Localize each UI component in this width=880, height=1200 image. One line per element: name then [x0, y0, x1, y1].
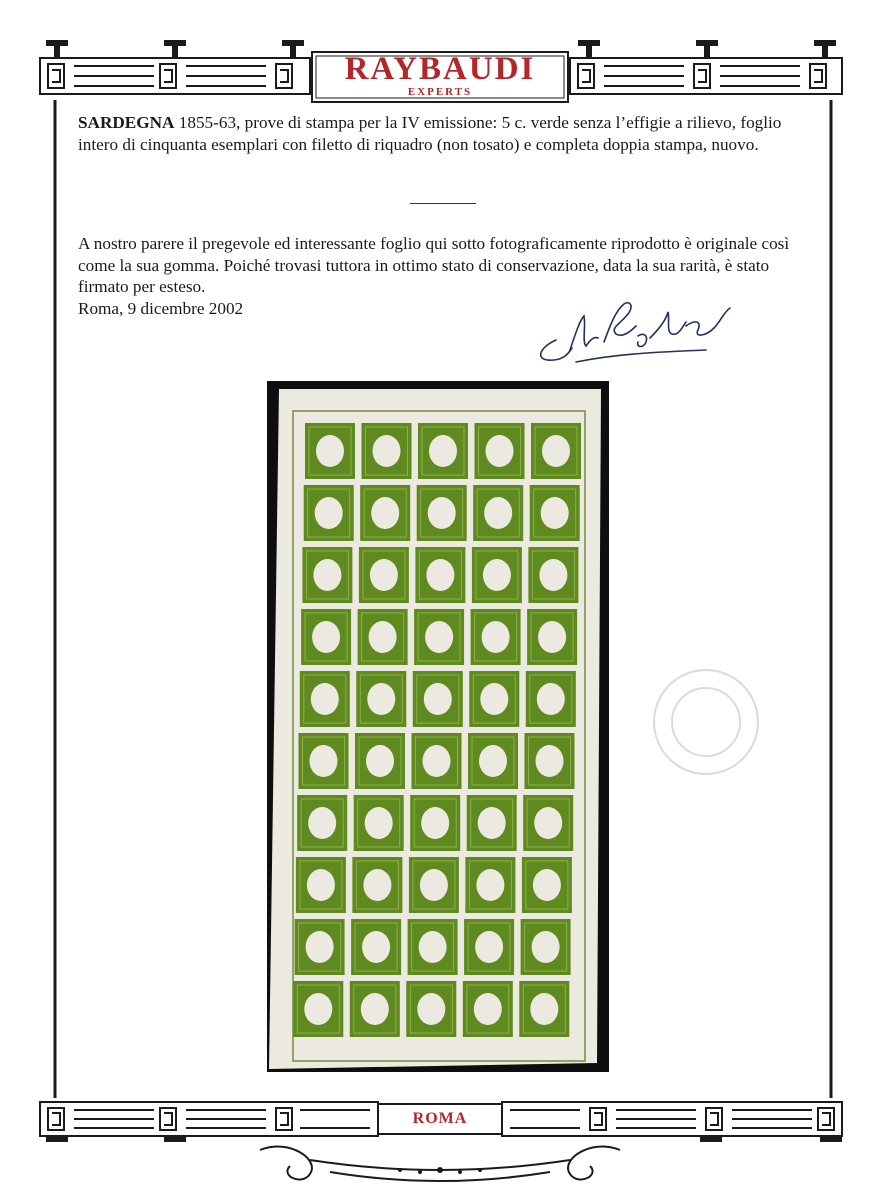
brand-subtitle: EXPERTS — [407, 86, 473, 98]
stamp — [293, 981, 343, 1037]
stamp — [408, 919, 458, 975]
stamp — [301, 609, 351, 665]
stamp — [300, 671, 350, 727]
stamp — [351, 919, 401, 975]
stamp — [527, 609, 577, 665]
stamp — [305, 423, 355, 479]
stamp — [417, 485, 467, 541]
stamp — [304, 485, 354, 541]
stamp — [473, 485, 523, 541]
stamp — [463, 981, 513, 1037]
stamp — [467, 795, 517, 851]
stamp — [356, 671, 406, 727]
opinion-text: A nostro parere il pregevole ed interessante foglio qui sotto fotograficamente riprodotto è originale così come la sua gomma. Poiché trovasi tuttora in ottimo stato di conservazione, data la sua rarità, è stato firmato per esteso. — [78, 234, 790, 296]
stamp — [295, 919, 345, 975]
stamp — [471, 609, 521, 665]
stamp — [362, 423, 412, 479]
stamp — [359, 547, 409, 603]
stamp — [521, 919, 571, 975]
stamp — [350, 981, 400, 1037]
stamp — [297, 795, 347, 851]
country-name: SARDEGNA — [78, 113, 175, 132]
stamp — [523, 795, 573, 851]
stamp — [464, 919, 514, 975]
stamp — [525, 733, 575, 789]
stamp — [358, 609, 408, 665]
stamp — [354, 795, 404, 851]
stamp — [352, 857, 402, 913]
stamp — [475, 423, 525, 479]
stamp — [296, 857, 346, 913]
stamp — [415, 547, 465, 603]
stamp — [355, 733, 405, 789]
stamp — [414, 609, 464, 665]
footer-banner — [380, 1106, 500, 1132]
stamp — [465, 857, 515, 913]
separator-rule — [410, 203, 476, 204]
description-text: 1855-63, prove di stampa per la IV emissione: 5 c. verde senza l’effigie a rilievo, foglio intero di cinquanta esemplari con filetto di riquadro (non tosato) e completa doppia stampa, nuovo. — [78, 113, 782, 154]
footer-city: ROMA — [412, 1110, 468, 1127]
brand-name: RAYBAUDI — [344, 51, 536, 87]
stamp — [302, 547, 352, 603]
stamp — [409, 857, 459, 913]
stamp — [469, 671, 519, 727]
stamp — [468, 733, 518, 789]
stamp — [522, 857, 572, 913]
stamp — [519, 981, 569, 1037]
header-banner — [312, 52, 568, 102]
stamp — [410, 795, 460, 851]
stamp — [412, 733, 462, 789]
description-paragraph — [78, 112, 803, 155]
stamp — [406, 981, 456, 1037]
stamp — [472, 547, 522, 603]
stamp — [413, 671, 463, 727]
stamp — [528, 547, 578, 603]
stamp — [526, 671, 576, 727]
place-date: Roma, 9 dicembre 2002 — [78, 298, 244, 318]
rubber-stamp-watermark — [636, 660, 776, 780]
stamp — [530, 485, 580, 541]
stamp — [360, 485, 410, 541]
expert-signature — [526, 292, 758, 370]
stamp — [299, 733, 349, 789]
stamp-sheet-photo — [267, 381, 609, 1072]
stamp — [418, 423, 468, 479]
stamp — [531, 423, 581, 479]
